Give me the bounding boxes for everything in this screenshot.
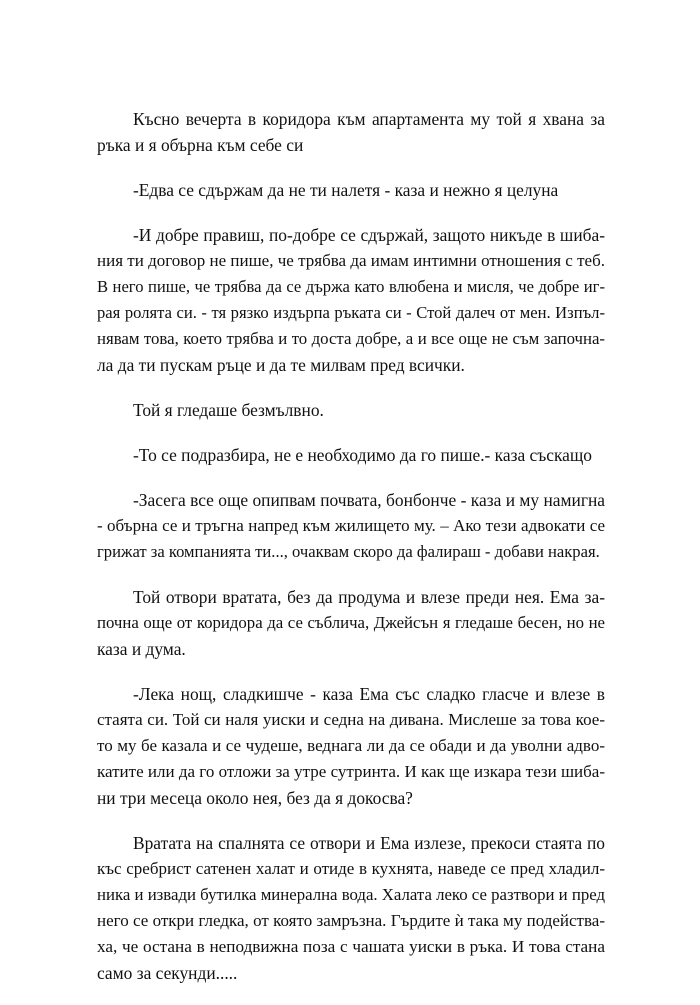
text-line: ръка и я обърна към себе си [97,135,304,155]
text-line: нявам това, което трябва и то доста добре, а и все още не съм започна- [97,329,605,348]
text-line: почна още от коридора да се съблича, Джейсън я гледаше бесен, но не [97,613,605,632]
document-body [97,106,605,1005]
text-line: него се откри гледка, от която замръзна. Гърдите ѝ така му подейства- [97,911,605,930]
paragraph [97,222,605,378]
text-line: то му бе казала и се чудеше, веднага ли да се обади и да уволни адво- [97,736,605,755]
text-line: катите или да го отложи за утре сутринта. И как ще изкара тези шиба- [97,762,605,781]
text-line: рая ролята си. - тя рязко издърпа ръката си - Стой далеч от мен. Изпъл- [97,303,605,322]
paragraph [97,397,605,423]
text-line: ни три месеца около нея, без да я докосва? [97,788,413,808]
text-line: В него пише, че трябва да се държа като влюбена и мисля, че добре иг- [97,277,605,296]
paragraph [97,830,605,986]
text-line: -Лека нощ, сладкишче - каза Ема със сладко гласче и влезе в [133,684,605,704]
paragraph [97,177,605,203]
paragraph [97,584,605,662]
text-line: Вратата на спалнята се отвори и Ема излезе, прекоси стаята по [133,833,605,853]
text-line: Той я гледаше безмълвно. [133,400,324,420]
text-line: само за секунди..... [97,963,238,983]
text-line: ния ти договор не пише, че трябва да имам интимни отношения с теб. [97,251,605,270]
text-line: Той отвори вратата, без да продума и влезе преди нея. Ема за- [133,587,605,607]
text-line: - обърна се и тръгна напред към жилището му. – Ако тези адвокати се [97,516,605,535]
paragraph [97,442,605,468]
text-line: каза и дума. [97,639,186,659]
text-line: -И добре правиш, по-добре се сдържай, защото никъде в шиба- [133,225,605,245]
text-line: ла да ти пускам ръце и да те милвам пред всички. [97,355,465,375]
text-line: -Засега все още опипвам почвата, бонбонче - каза и му намигна [133,490,605,510]
text-line: ха, че остана в неподвижна поза с чашата уиски в ръка. И това стана [97,937,605,956]
text-line: къс сребрист сатенен халат и отиде в кухнята, наведе се пред хладил- [97,859,605,878]
text-line: -Едва се сдържам да не ти налетя - каза и нежно я целуна [133,180,559,200]
text-line: ника и извади бутилка минерална вода. Халата леко се разтвори и пред [97,885,605,904]
paragraph [97,106,605,158]
text-line: Късно вечерта в коридора към апартамента му той я хвана за [133,109,605,129]
text-line: -То се подразбира, не е необходимо да го пише.- каза съскащо [133,445,592,465]
text-line: стаята си. Той си наля уиски и седна на дивана. Мислеше за това кое- [97,710,605,729]
text-line: грижат за компанията ти..., очаквам скоро да фалираш - добави накрая. [97,542,600,561]
paragraph [97,487,605,565]
paragraph [97,681,605,811]
